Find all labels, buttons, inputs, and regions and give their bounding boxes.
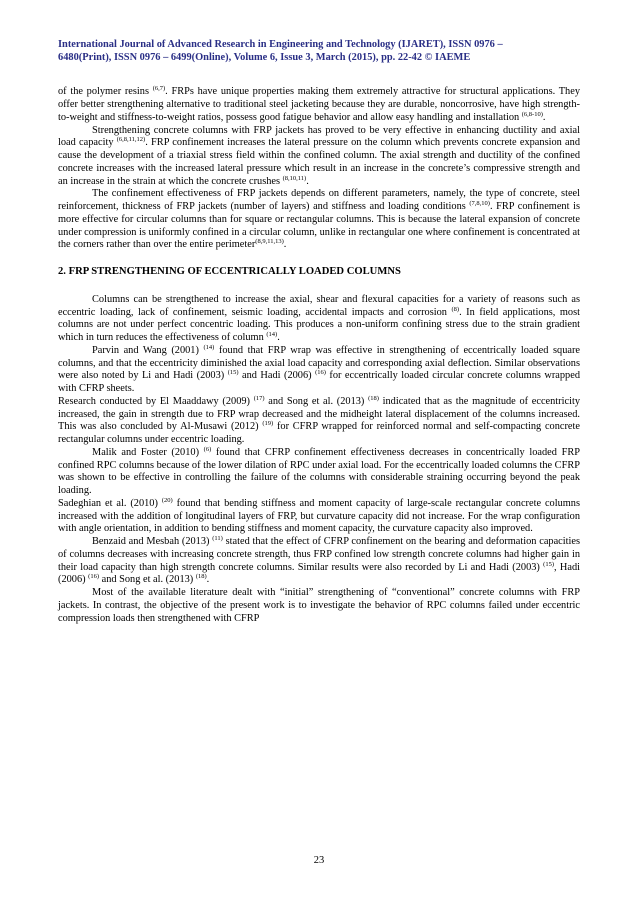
citation: (6,8-10) (521, 110, 543, 118)
text-run: of the polymer resins (58, 86, 153, 98)
citation: (20) (161, 496, 173, 504)
text-run: . (542, 111, 546, 123)
text-run: for eccentrically loaded circular concrete columns wrapped with CFRP sheets. (58, 370, 580, 395)
paragraph (58, 125, 580, 189)
text-run: . FRP confinement is more effective for circular columns than for square or rectangular columns. This is because the lateral expansion of concrete under compression is uniformly confined in a circular column, unlike in rectangular one where confinement is concentrated at the corners rather than over the entire perimeter (58, 201, 580, 251)
text-run: Benzaid and Mesbah (2013) (92, 536, 213, 548)
text-run: Malik and Foster (2010) (92, 446, 204, 458)
text-run: and Song et al. (2013) (264, 395, 369, 407)
text-run: stated that the effect of CFRP confinement on the bearing and deformation capacities of columns decreases with increasing concrete strength, thus FRP confined low strength concrete columns had higher gain in their load capacity than high strength concrete columns. Similar results were also recorded by Li and Hadi (2003) (58, 536, 581, 573)
text-run: and Hadi (2006) (238, 370, 316, 382)
text-run: . (306, 175, 309, 187)
text-run: , Hadi (2006) (58, 561, 580, 586)
text-run: . In field applications, most columns are not under perfect concentric loading. This produces a non-uniform confining stress due to the strain gradient which in turn reduces the effectiveness of column (58, 306, 580, 344)
paragraph (58, 396, 580, 447)
citation: (14) (266, 331, 278, 339)
citation: (8,9,11,13) (255, 238, 284, 246)
paragraph (58, 587, 580, 625)
citation: (17) (253, 394, 265, 402)
page-number: 23 (313, 855, 325, 866)
text-run: . (283, 239, 287, 251)
citation: (6,7) (152, 85, 166, 93)
text-run: Research conducted by El Maaddawy (2009) (58, 395, 254, 407)
citation: (11) (212, 535, 223, 543)
paragraph (58, 536, 580, 587)
text-run: Strengthening concrete columns with FRP jackets has proved to be very effective in enhancing ductility and axial load capacity (58, 124, 580, 149)
header-line-2: 6480(Print), ISSN 0976 – 6499(Online), Volume 6, Issue 3, March (2015), pp. 22-42 © IAEME (58, 52, 471, 64)
paragraph (58, 447, 580, 498)
paragraph (58, 498, 580, 536)
text-run: The confinement effectiveness of FRP jackets depends on different parameters, namely, the type of concrete, steel reinforcement, thickness of FRP jackets (number of layers) and stiffness and loading conditions (58, 188, 580, 213)
header-line-1: International Journal of Advanced Research in Engineering and Technology (IJARET), ISSN 0976 – (58, 39, 503, 50)
citation: (8) (451, 305, 460, 313)
text-run: Most of the available literature dealt with “initial” strengthening of “conventional” concrete columns with FRP jackets. In contrast, the objective of the present work is to investigate the behavior of RPC columns failed under eccentric compression loads then strengthened with CFRP (58, 587, 580, 624)
text-run: indicated that as the magnitude of eccentricity increased, the gain in strength due to FRP wrap decreased and the midheight lateral displacement of the columns increased. This was also concluded by Al-Musawi (2012) (58, 395, 581, 433)
citation: (8,10,11) (282, 174, 307, 182)
paragraph (58, 345, 580, 396)
citation: (18) (368, 394, 379, 402)
citation: (16) (88, 573, 100, 581)
citation: (14) (203, 343, 215, 351)
citation: (16) (315, 369, 326, 377)
article-body (58, 86, 580, 625)
text-run: . (277, 332, 280, 344)
text-run: found that bending stiffness and moment capacity of large-scale rectangular concrete columns increased with the addition of longitudinal layers of FRP, but curvature capacity did not increase. For the wrap configuration with angle orientation, in addition to bending stiffness and moment capacity, the curvature capacity also improved. (58, 497, 581, 535)
paragraph (58, 188, 580, 252)
text-run: for CFRP wrapped for reinforced normal and self-compacting concrete rectangular columns under eccentric loading. (58, 421, 580, 446)
citation: (15) (227, 369, 239, 377)
text-run: Columns can be strengthened to increase the axial, shear and flexural capacities for a variety of reasons such as eccentric loading, lack of confinement, seismic loading, accidental impacts and corrosion (58, 293, 580, 318)
text-run: found that CFRP confinement effectiveness decreases in concentrically loaded FRP confined RPC columns because of the lower dilation of RPC under axial load. For the eccentrically loaded columns the CFRP was shown to be effective in controlling the failure of the columns with considerable straining occurring beyond the peak loading. (58, 446, 580, 497)
journal-header (58, 38, 580, 64)
text-run: Parvin and Wang (2001) (92, 344, 204, 356)
citation: (19) (262, 420, 274, 428)
text-run: . (206, 574, 210, 586)
citation: (18) (195, 573, 207, 581)
paragraph (58, 294, 580, 345)
text-run: Sadeghian et al. (2010) (58, 497, 162, 509)
citation: (6,8,11,12) (116, 136, 146, 144)
text-run: . FRP confinement increases the lateral pressure on the column which prevents concrete expansion and cause the development of a triaxial stress field within the confined column. The axial strength and ductility of the confined concrete increases with the increased lateral pressure which result in an increase in the concrete’s compressive strength and an increase in the strain at which the concrete crushes (58, 137, 580, 187)
citation: (6) (203, 445, 212, 453)
text-run: found that FRP wrap was effective in strengthening of eccentrically loaded square columns, and that the eccentricity diminished the axial load capacity and corresponding axial deflection. Similar observations were also noted by Li and Hadi (2003) (58, 344, 580, 382)
text-run: and Song et al. (2013) (99, 574, 196, 586)
section-heading: 2. FRP STRENGTHENING OF ECCENTRICALLY LOADED COLUMNS (58, 266, 401, 278)
text-run: . FRPs have unique properties making them extremely attractive for structural applications. They offer better strengthening alternative to traditional steel jacketing because they are durable, noncorrosive, have high strength-to-weight and stiffness-to-weight ratios, possess good fatigue behavior and allow easy handling and installation (58, 86, 580, 123)
citation: (15) (543, 560, 555, 568)
paragraph (58, 86, 580, 124)
citation: (7,8,10) (469, 200, 490, 208)
